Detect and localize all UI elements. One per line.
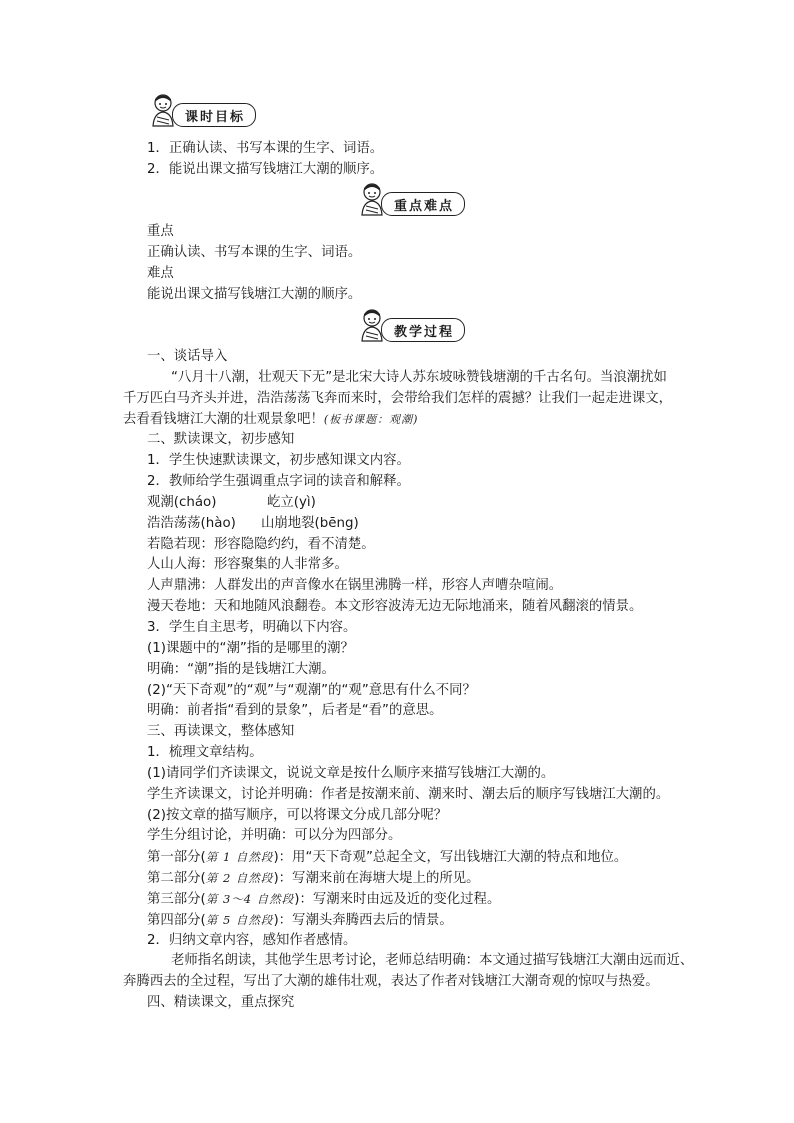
vocab-word: 山崩地裂(bēng) [261,515,359,531]
objective-item: 2．能说出课文描写钱塘江大潮的顺序。 [147,161,384,177]
definition: 若隐若现：形容隐隐约约，看不清楚。 [147,536,375,552]
question: (2)“天下奇观”的“观”与“观潮”的“观”意思有什么不同？ [147,682,476,698]
objective-item: 1．正确认读、书写本课的生字、词语。 [147,141,384,156]
part-item [147,847,693,868]
summary-line-2: 奔腾西去的全过程，写出了大潮的雄伟壮观，表达了作者对钱塘江大潮奇观的惊叹与热爱。 [123,974,659,990]
vocab-row [147,514,693,535]
objectives-banner-label: 课时目标 [172,103,256,127]
process-banner-label: 教学过程 [381,318,465,342]
part-desc: )：写潮来前在海塘大堤上的所见。 [273,871,480,887]
answer: 明确：“潮”指的是钱塘江大潮。 [147,661,335,677]
section-1-title: 一、谈话导入 [147,349,228,364]
summary-line-1: 老师指名朗读，其他学生思考讨论，老师总结明确：本文通过描写钱塘江大潮由远而近、 [171,953,694,969]
student-mascot-icon [357,308,387,342]
part-desc: )：用“天下奇观”总起全文，写出钱塘江大潮的特点和地位。 [273,850,628,866]
part-label: 第二部分( [147,871,206,887]
keypoints-banner-label: 重点难点 [381,192,465,216]
step-text: 2．归纳文章内容，感知作者感情。 [147,932,357,948]
part-item [147,889,693,910]
part-item [147,868,693,889]
intro-paragraph-line-2: 千万匹白马齐头并进，浩浩荡荡飞奔而来时，会带给我们怎样的震撼？让我们一起走进课文， [123,390,673,406]
paragraph-ref: 第 2 自然段 [205,871,274,886]
key-text: 正确认读、书写本课的生字、词语。 [147,244,362,260]
question: (1)请同学们齐读课文，说说文章是按什么顺序来描写钱塘江大潮的。 [147,765,555,781]
paragraph-ref: 第 1 自然段 [205,850,274,865]
objectives-banner [148,103,256,127]
question: (2)按文章的描写顺序，可以将课文分成几部分呢？ [147,807,448,823]
definition: 漫天卷地：天和地随风浪翻卷。本文形容波涛无边无际地涌来，随着风翻滚的情景。 [147,599,643,615]
vocab-row [147,493,693,514]
section-2-title: 二、默读课文，初步感知 [147,432,295,448]
answer: 学生齐读课文，讨论并明确：作者是按潮来前、潮来时、潮去后的顺序写钱塘江大潮的。 [147,786,670,802]
part-desc: )：写潮来时由远及近的变化过程。 [294,891,501,907]
step-text: 3．学生自主思考，明确以下内容。 [147,619,357,635]
student-mascot-icon [148,93,178,127]
step-text: 1．梳理文章结构。 [147,745,263,761]
paragraph-ref: 第 3～4 自然段 [205,891,295,906]
answer: 明确：前者指“看到的景象”，后者是“看”的意思。 [147,703,443,719]
part-label: 第一部分( [147,850,206,866]
keypoints-banner [357,192,465,216]
step-text: 2．教师给学生强调重点字词的读音和解释。 [147,474,410,490]
definition: 人声鼎沸：人群发出的声音像水在锅里沸腾一样，形容人声嘈杂喧闹。 [147,578,563,594]
paragraph-ref: 第 5 自然段 [205,912,274,927]
section-3-title: 三、再读课文，整体感知 [147,724,295,740]
vocab-word: 观潮(cháo) [147,494,217,510]
step-text: 1．学生快速默读课文，初步感知课文内容。 [147,453,410,469]
intro-paragraph-line-3: 去看看钱塘江大潮的壮观景象吧！ [123,411,324,427]
student-mascot-icon [357,182,387,216]
definition: 人山人海：形容聚集的人非常多。 [147,557,348,573]
vocab-word: 屹立(yì) [267,494,316,510]
part-item [147,910,693,931]
intro-paragraph-line-1: “八月十八潮，壮观天下无”是北宋大诗人苏东坡咏赞钱塘潮的千古名句。当浪潮扰如 [171,369,667,385]
vocab-word: 浩浩荡荡(hào) [147,515,236,531]
key-label: 重点 [147,224,174,239]
part-desc: )：写潮头奔腾西去后的情景。 [273,912,453,928]
difficulty-text: 能说出课文描写钱塘江大潮的顺序。 [147,286,362,302]
part-label: 第三部分( [147,891,206,907]
question: (1)课题中的“潮”指的是哪里的潮？ [147,640,354,656]
answer: 学生分组讨论，并明确：可以分为四部分。 [147,828,402,844]
blackboard-note: (板书课题：观潮) [323,412,419,426]
difficulty-label: 难点 [147,265,174,281]
process-banner [357,318,465,342]
section-4-title: 四、精读课文，重点探究 [147,995,295,1011]
part-label: 第四部分( [147,912,206,928]
